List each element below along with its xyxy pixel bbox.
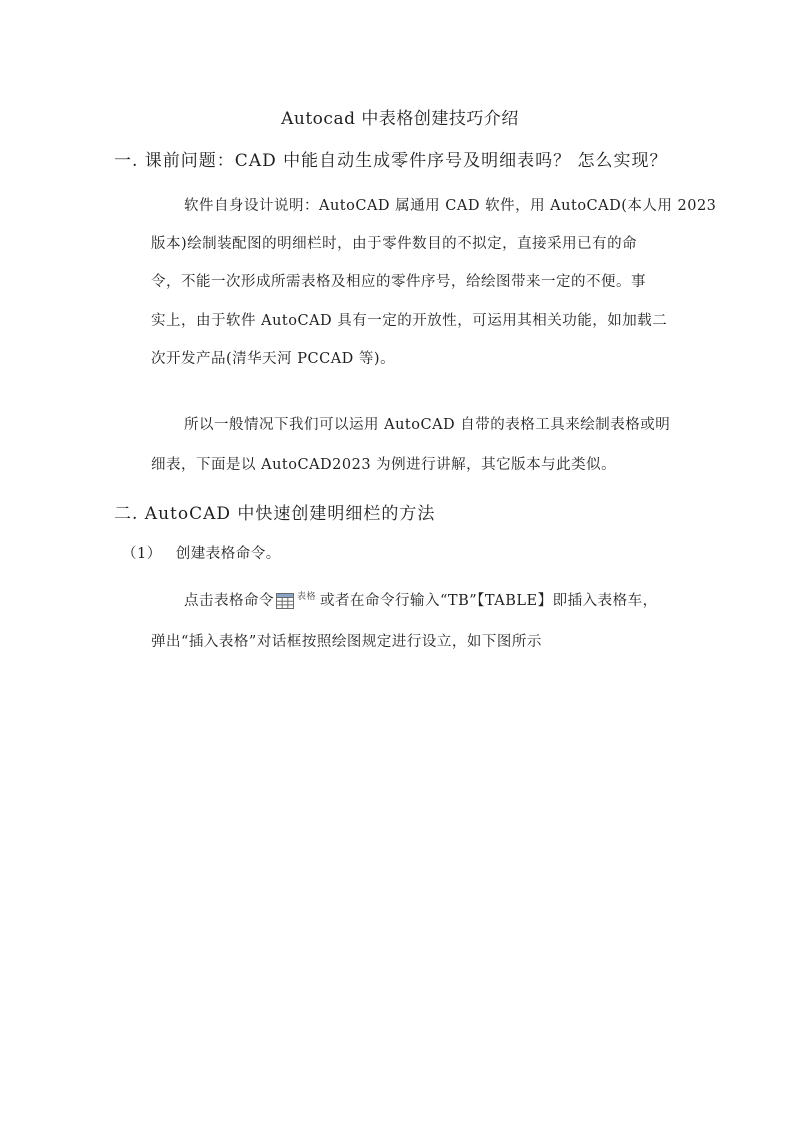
section-1-paragraph-2: [151, 414, 691, 484]
table-command-label: 表格: [297, 592, 317, 602]
section-1-heading: 一. 课前问题：CAD 中能自动生成零件序号及明细表吗？ 怎么实现？: [114, 151, 668, 171]
paragraph-line-with-icon: [184, 590, 658, 612]
section-2-paragraph-3: [151, 590, 691, 660]
paragraph-line: 细表，下面是以 AutoCAD2023 为例进行讲解，其它版本与此类似。: [151, 457, 617, 473]
step-1: [122, 544, 281, 564]
paragraph-line: 所以一般情况下我们可以运用 AutoCAD 自带的表格工具来绘制表格或明: [184, 417, 671, 433]
table-grid-icon: [276, 593, 294, 609]
paragraph-text: 点击表格命令: [184, 593, 274, 609]
table-command-icon: [276, 591, 318, 611]
paragraph-line: 软件自身设计说明：AutoCAD 属通用 CAD 软件，用 AutoCAD(本人用 2023: [184, 198, 717, 214]
section-1-paragraph-1: [151, 195, 717, 375]
paragraph-text: 或者在命令行输入“TB”【TABLE】即插入表格车，: [320, 593, 658, 609]
paragraph-line: 次开发产品(清华天河 PCCAD 等)。: [151, 351, 396, 367]
step-number: （1）: [122, 546, 162, 562]
document-title: Autocad 中表格创建技巧介绍: [281, 109, 519, 129]
paragraph-line: 令，不能一次形成所需表格及相应的零件序号，给绘图带来一定的不便。事: [151, 274, 646, 290]
paragraph-line: 弹出“插入表格”对话框按照绘图规定进行设立，如下图所示: [151, 634, 542, 650]
section-2-heading: 二. AutoCAD 中快速创建明细栏的方法: [114, 504, 436, 524]
paragraph-line: 版本)绘制装配图的明细栏时，由于零件数目的不拟定，直接采用已有的命: [151, 236, 638, 252]
step-text: 创建表格命令。: [175, 546, 281, 562]
paragraph-line: 实上，由于软件 AutoCAD 具有一定的开放性，可运用其相关功能，如加载二: [151, 313, 668, 329]
